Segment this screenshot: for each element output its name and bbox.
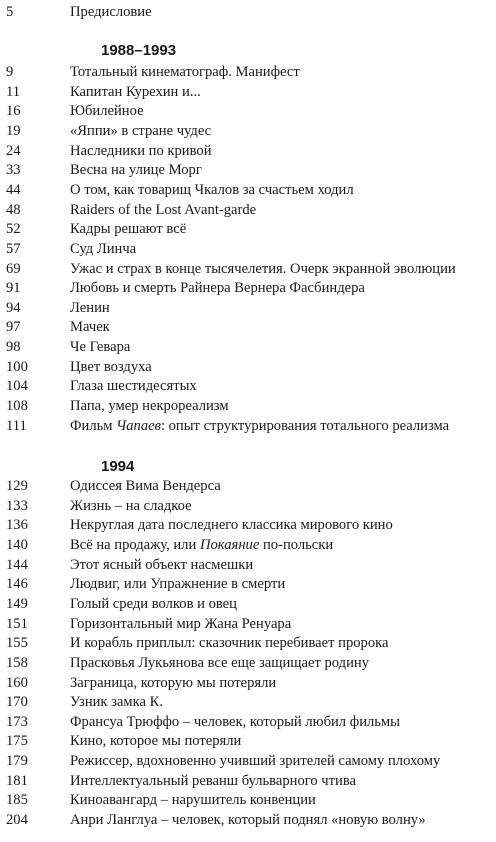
entry-title: Киноавангард – нарушитель конвенции <box>70 792 316 809</box>
entry-title: Raiders of the Lost Avant-garde <box>70 201 257 218</box>
toc-entry <box>0 555 496 575</box>
toc-entry <box>0 278 496 298</box>
toc-entry <box>0 790 496 810</box>
page-number: 179 <box>6 753 28 770</box>
entry-title: Жизнь – на сладкое <box>70 497 192 514</box>
page-number: 69 <box>6 260 21 277</box>
entry-title: «Яппи» в стране чудес <box>70 122 212 139</box>
page-number: 104 <box>6 378 28 395</box>
page-number: 133 <box>6 497 28 514</box>
page-number: 33 <box>6 162 21 179</box>
entry-title: Узник замка К. <box>70 694 164 711</box>
toc-entry <box>0 810 496 830</box>
page-number: 175 <box>6 733 28 750</box>
entry-title: Че Гевара <box>70 339 131 356</box>
entry-title: Мачек <box>70 319 110 336</box>
entry-title-part: Фильм <box>70 417 117 434</box>
page-number: 91 <box>6 280 21 297</box>
entry-title: Ужас и страх в конце тысячелетия. Очерк экранной эволюции <box>70 260 456 277</box>
toc-entry <box>0 496 496 516</box>
toc-entry <box>0 633 496 653</box>
entry-title-italic: Покаяние <box>199 536 260 553</box>
page-number: 44 <box>6 181 21 198</box>
page-number: 94 <box>6 299 21 316</box>
page-number: 155 <box>6 635 28 652</box>
entry-title: Папа, умер некрореализм <box>70 398 229 415</box>
entry-title-part: Всё на продажу, или <box>70 536 200 553</box>
entry-title: Тотальный кинематограф. Манифест <box>70 64 300 80</box>
page-number: 24 <box>6 142 21 159</box>
entry-title: Горизонтальный мир Жана Ренуара <box>70 615 292 632</box>
toc-entry <box>0 121 496 141</box>
toc-entry <box>0 141 496 161</box>
page-number: 97 <box>6 319 21 336</box>
entry-title: Этот ясный объект насмешки <box>70 556 254 573</box>
toc-entry <box>0 357 496 377</box>
page-number: 170 <box>6 694 28 711</box>
toc-entry <box>0 101 496 121</box>
entry-title-part: по-польски <box>259 536 334 553</box>
section-heading: 1988–1993 <box>101 42 177 59</box>
page-number: 181 <box>6 772 28 789</box>
entry-title: Цвет воздуха <box>70 358 152 375</box>
page-number: 19 <box>6 122 21 139</box>
page-number: 160 <box>6 674 28 691</box>
toc-entry <box>0 259 496 279</box>
page-number: 98 <box>6 339 21 356</box>
page-number: 100 <box>6 358 28 375</box>
page-number: 111 <box>6 417 27 434</box>
entry-title: Интеллектуальный реванш бульварного чтива <box>70 772 357 789</box>
entry-title: Некруглая дата последнего классика мирового кино <box>70 517 393 534</box>
toc-entry <box>0 160 496 180</box>
entry-title: Наследники по кривой <box>70 142 212 159</box>
toc-entry <box>0 82 496 102</box>
page-number: 129 <box>6 478 28 494</box>
entry-title: Суд Линча <box>70 240 137 257</box>
entry-title <box>70 416 449 436</box>
page-number: 9 <box>6 64 14 80</box>
page-number: 149 <box>6 595 28 612</box>
toc-entry <box>0 574 496 594</box>
page-number: 16 <box>6 103 21 120</box>
page-number: 136 <box>6 517 28 534</box>
page-number: 108 <box>6 398 28 415</box>
toc-entry <box>0 200 496 220</box>
toc-entry <box>0 751 496 771</box>
toc-entry <box>0 731 496 751</box>
entry-title: Людвиг, или Упражнение в смерти <box>70 576 286 593</box>
page-number: 204 <box>6 812 28 829</box>
entry-title: Весна на улице Морг <box>70 162 202 179</box>
toc-entry <box>0 476 496 496</box>
toc-entry <box>0 515 496 535</box>
toc-entry <box>0 692 496 712</box>
toc-entry <box>0 180 496 200</box>
toc-entry <box>0 396 496 416</box>
entry-title: Кино, которое мы потеряли <box>70 733 242 750</box>
entry-title: Любовь и смерть Райнера Вернера Фасбиндера <box>70 280 365 297</box>
page-number: 57 <box>6 240 21 257</box>
entry-title: Франсуа Трюффо – человек, который любил фильмы <box>70 713 400 730</box>
entry-title <box>70 535 333 555</box>
toc-entry <box>0 614 496 634</box>
toc-entry <box>0 239 496 259</box>
toc-entry <box>0 219 496 239</box>
entry-title: Глаза шестидесятых <box>70 378 197 395</box>
entry-title: Голый среди волков и овец <box>70 595 237 612</box>
preface-entry <box>0 2 496 22</box>
page-number: 11 <box>6 83 21 100</box>
toc-entry <box>0 376 496 396</box>
page-number: 140 <box>6 536 28 553</box>
toc-entry <box>0 317 496 337</box>
entry-title: Капитан Курехин и... <box>70 83 201 100</box>
toc-entry <box>0 594 496 614</box>
toc-entry <box>0 712 496 732</box>
entry-title: О том, как товарищ Чкалов за счастьем ходил <box>70 181 354 198</box>
entry-title: Предисловие <box>70 4 152 20</box>
toc-entry <box>0 337 496 357</box>
entry-title: Одиссея Вима Вендерса <box>70 478 221 494</box>
entry-title: Кадры решают всё <box>70 221 187 238</box>
page-number: 52 <box>6 221 21 238</box>
page-number: 151 <box>6 615 28 632</box>
entry-title: Заграница, которую мы потеряли <box>70 674 277 691</box>
toc-entry <box>0 416 496 436</box>
page-number: 48 <box>6 201 21 218</box>
toc-entry <box>0 771 496 791</box>
entry-title: Режиссер, вдохновенно учивший зрителей самому плохому <box>70 753 441 770</box>
page-number: 146 <box>6 576 28 593</box>
entry-title-part: : опыт структурирования тотального реализма <box>160 417 450 434</box>
entry-title: Прасковья Лукьянова все еще защищает родину <box>70 654 370 671</box>
page-number: 144 <box>6 556 28 573</box>
entry-title-italic: Чапаев <box>116 417 161 434</box>
toc-entry <box>0 535 496 555</box>
page-number: 185 <box>6 792 28 809</box>
toc-entry <box>0 653 496 673</box>
entry-title: Ленин <box>70 299 110 316</box>
toc-entry <box>0 62 496 82</box>
section-heading: 1994 <box>101 458 135 475</box>
page-number: 158 <box>6 654 28 671</box>
entry-title: И корабль приплыл: сказочник перебивает пророка <box>70 635 389 652</box>
page-number: 173 <box>6 713 28 730</box>
entry-title: Юбилейное <box>70 103 144 120</box>
page-number: 5 <box>6 4 14 20</box>
entry-title: Анри Ланглуа – человек, который поднял «новую волну» <box>70 812 426 829</box>
toc-entry <box>0 673 496 693</box>
toc-entry <box>0 298 496 318</box>
